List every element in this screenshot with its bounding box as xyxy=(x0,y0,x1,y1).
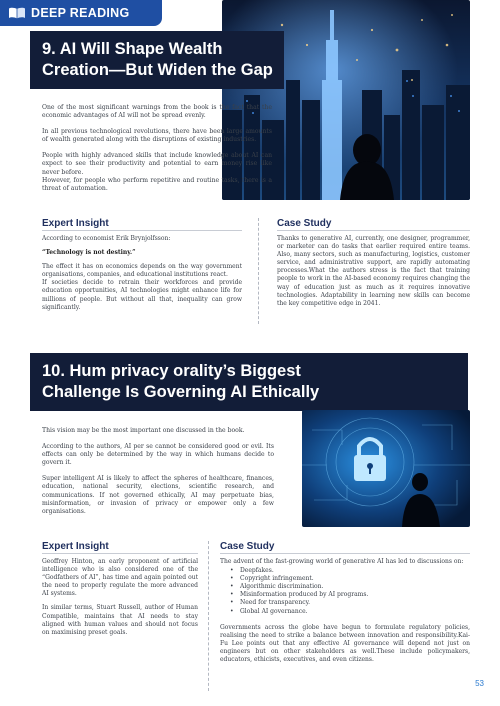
paragraph: Super intelligent AI is likely to affect the spheres of healthcare, finances, education, national security, elections, scientific research, and communications. If not governed ethically, AI may perpetuate bias, misinformation, or invasion of privacy or empower only a few organisations. xyxy=(42,475,274,516)
section-10-expert-heading: Expert Insight xyxy=(42,541,109,552)
section-10-case-body xyxy=(220,558,470,670)
paragraph: One of the most significant warnings from the book is the fact that the economic advantages of AI will not be spread evenly. xyxy=(42,104,272,120)
list-item: • Misinformation produced by AI programs. xyxy=(230,591,470,599)
section-10-intro xyxy=(42,427,274,524)
section-9-intro xyxy=(42,104,272,201)
paragraph: In all previous technological revolutions, there have been large amounts of wealth generated along with the disruptions of existing industries. xyxy=(42,128,272,144)
page-number: 53 xyxy=(475,679,484,688)
section-10-title-bar xyxy=(30,353,468,411)
paragraph: Governments across the globe have begun to formulate regulatory policies, realising the need to strike a balance between innovation and responsibility.Kai-Fu Lee points out that any effective AI governance will depend not just on engineers but on other stakeholders as well.These include policymakers, educators, ethicists, executives, and even citizens. xyxy=(220,623,470,664)
column-divider xyxy=(208,541,209,691)
heading-underline xyxy=(277,230,470,231)
section-10-case-heading: Case Study xyxy=(220,541,275,552)
column-divider xyxy=(258,218,259,324)
digital-lock-image xyxy=(302,410,470,527)
paragraph: In similar terms, Stuart Russell, author of Human Compatible, maintains that AI needs to stay aligned with human values and should not focus on maximising preset goals. xyxy=(42,604,198,636)
section-9-expert-heading: Expert Insight xyxy=(42,218,109,229)
paragraph: If societies decide to retrain their workforces and provide education opportunities, AI technologies might enhance life for millions of people. But without all that, inequality can grow significantly. xyxy=(42,279,242,311)
section-9-title-bar xyxy=(30,31,284,89)
paragraph: The effect it has on economics depends on the way government organisations, companies, and educational institutions react. xyxy=(42,263,242,279)
section-10-expert-body xyxy=(42,558,198,643)
section-9-title: 9. AI Will Shape Wealth Creation—But Widen the Gap xyxy=(42,40,273,79)
list-item: • Algorithmic discrimination. xyxy=(230,583,470,591)
open-book-icon xyxy=(8,7,26,19)
heading-underline xyxy=(42,553,198,554)
badge-label: DEEP READING xyxy=(31,6,130,20)
expert-quote: “Technology is not destiny.” xyxy=(42,249,136,257)
list-item: • Deepfakes. xyxy=(230,567,470,575)
paragraph: Geoffrey Hinton, an early proponent of artificial intelligence who is also considered one of the “Godfathers of AI”, has time and again pointed out the need to properly regulate the more advanced AI systems. xyxy=(42,558,198,598)
paragraph: According to the authors, AI per se cannot be considered good or evil. Its effects can only be determined by the way in which humans decide to govern it. xyxy=(42,442,274,467)
section-10-title: 10. Hum privacy orality’s Biggest Challenge Is Governing AI Ethically xyxy=(42,362,320,401)
case-bullet-list xyxy=(230,567,470,616)
list-item: • Global AI governance. xyxy=(230,608,470,616)
list-item: • Copyright infringement. xyxy=(230,575,470,583)
paragraph: However, for people who perform repetitive and routine tasks, there is a threat of automation. xyxy=(42,177,272,193)
paragraph: Thanks to generative AI, currently, one designer, programmer, or marketer can do tasks that earlier required entire teams. Also, many sectors, such as manufacturing, logistics, customer service, and administrative support, are rapidly automating processes.What the authors stress is the fact that training people to work in the AI-based economy requires changing the way of education just as much as it requires innovative technologies. Adaptability in learning new skills can become the key competitive edge in 2041. xyxy=(277,235,470,307)
heading-underline xyxy=(220,553,470,554)
paragraph: This vision may be the most important one discussed in the book. xyxy=(42,427,245,434)
section-9-expert-body xyxy=(42,235,242,318)
list-item: • Need for transparency. xyxy=(230,599,470,607)
section-9-case-body xyxy=(277,235,470,314)
deep-reading-badge xyxy=(0,0,162,26)
expert-intro: According to economist Erik Brynjolfsson: xyxy=(42,235,171,242)
section-9-case-heading: Case Study xyxy=(277,218,332,229)
heading-underline xyxy=(42,230,242,231)
case-intro: The advent of the fast-growing world of generative AI has led to discussions on: xyxy=(220,558,464,565)
paragraph: People with highly advanced skills that include knowledge about AI can expect to see their productivity and potential to earn money rise like never before. xyxy=(42,152,272,176)
